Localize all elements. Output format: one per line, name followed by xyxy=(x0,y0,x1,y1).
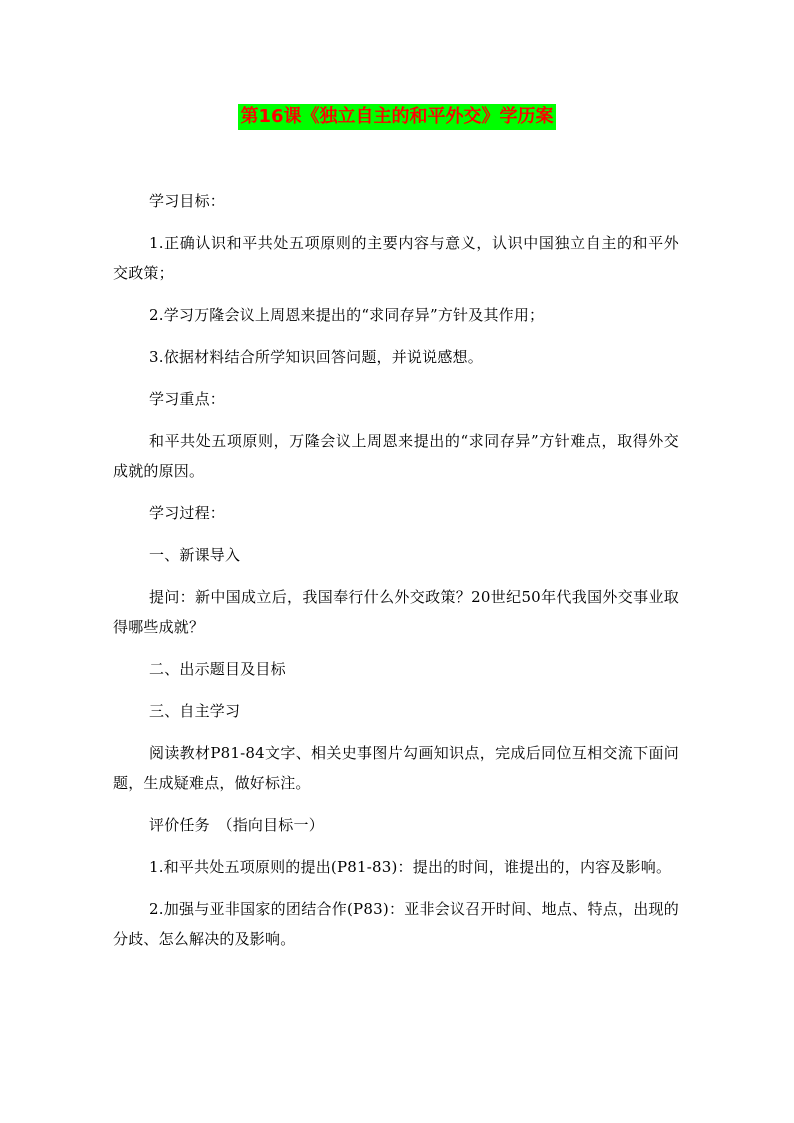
evaluation-task-heading: 评价任务 （指向目标一） xyxy=(149,816,324,834)
intro-question: 提问：新中国成立后，我国奉行什么外交政策？20世纪50年代我国外交事业取得哪些成就？ xyxy=(113,588,679,636)
self-study-instructions: 阅读教材P81-84文字、相关史事图片勾画知识点，完成后同位互相交流下面问题，生成疑难点，做好标注。 xyxy=(113,744,679,792)
objective-3: 3.依据材料结合所学知识回答问题，并说说感想。 xyxy=(149,348,483,366)
key-points-text: 和平共处五项原则，万隆会议上周恩来提出的“求同存异”方针难点，取得外交成就的原因。 xyxy=(113,432,679,480)
step-2-heading: 二、出示题目及目标 xyxy=(149,660,286,678)
step-1-heading: 一、新课导入 xyxy=(149,546,241,564)
objective-1: 1.正确认识和平共处五项原则的主要内容与意义，认识中国独立自主的和平外交政策； xyxy=(113,234,679,282)
objective-2: 2.学习万隆会议上周恩来提出的“求同存异”方针及其作用； xyxy=(149,306,545,324)
title-row xyxy=(0,104,794,130)
section-heading-key-points: 学习重点： xyxy=(149,390,226,408)
section-heading-objectives: 学习目标： xyxy=(149,192,226,210)
document-body xyxy=(113,186,679,954)
section-heading-process: 学习过程： xyxy=(149,504,226,522)
task-item-1: 1.和平共处五项原则的提出(P81-83)：提出的时间，谁提出的，内容及影响。 xyxy=(149,858,672,876)
task-item-2: 2.加强与亚非国家的团结合作(P83)：亚非会议召开时间、地点、特点，出现的分歧、怎么解决的及影响。 xyxy=(113,900,679,948)
document-title: 第16课《独立自主的和平外交》学历案 xyxy=(238,104,555,130)
step-3-heading: 三、自主学习 xyxy=(149,702,241,720)
